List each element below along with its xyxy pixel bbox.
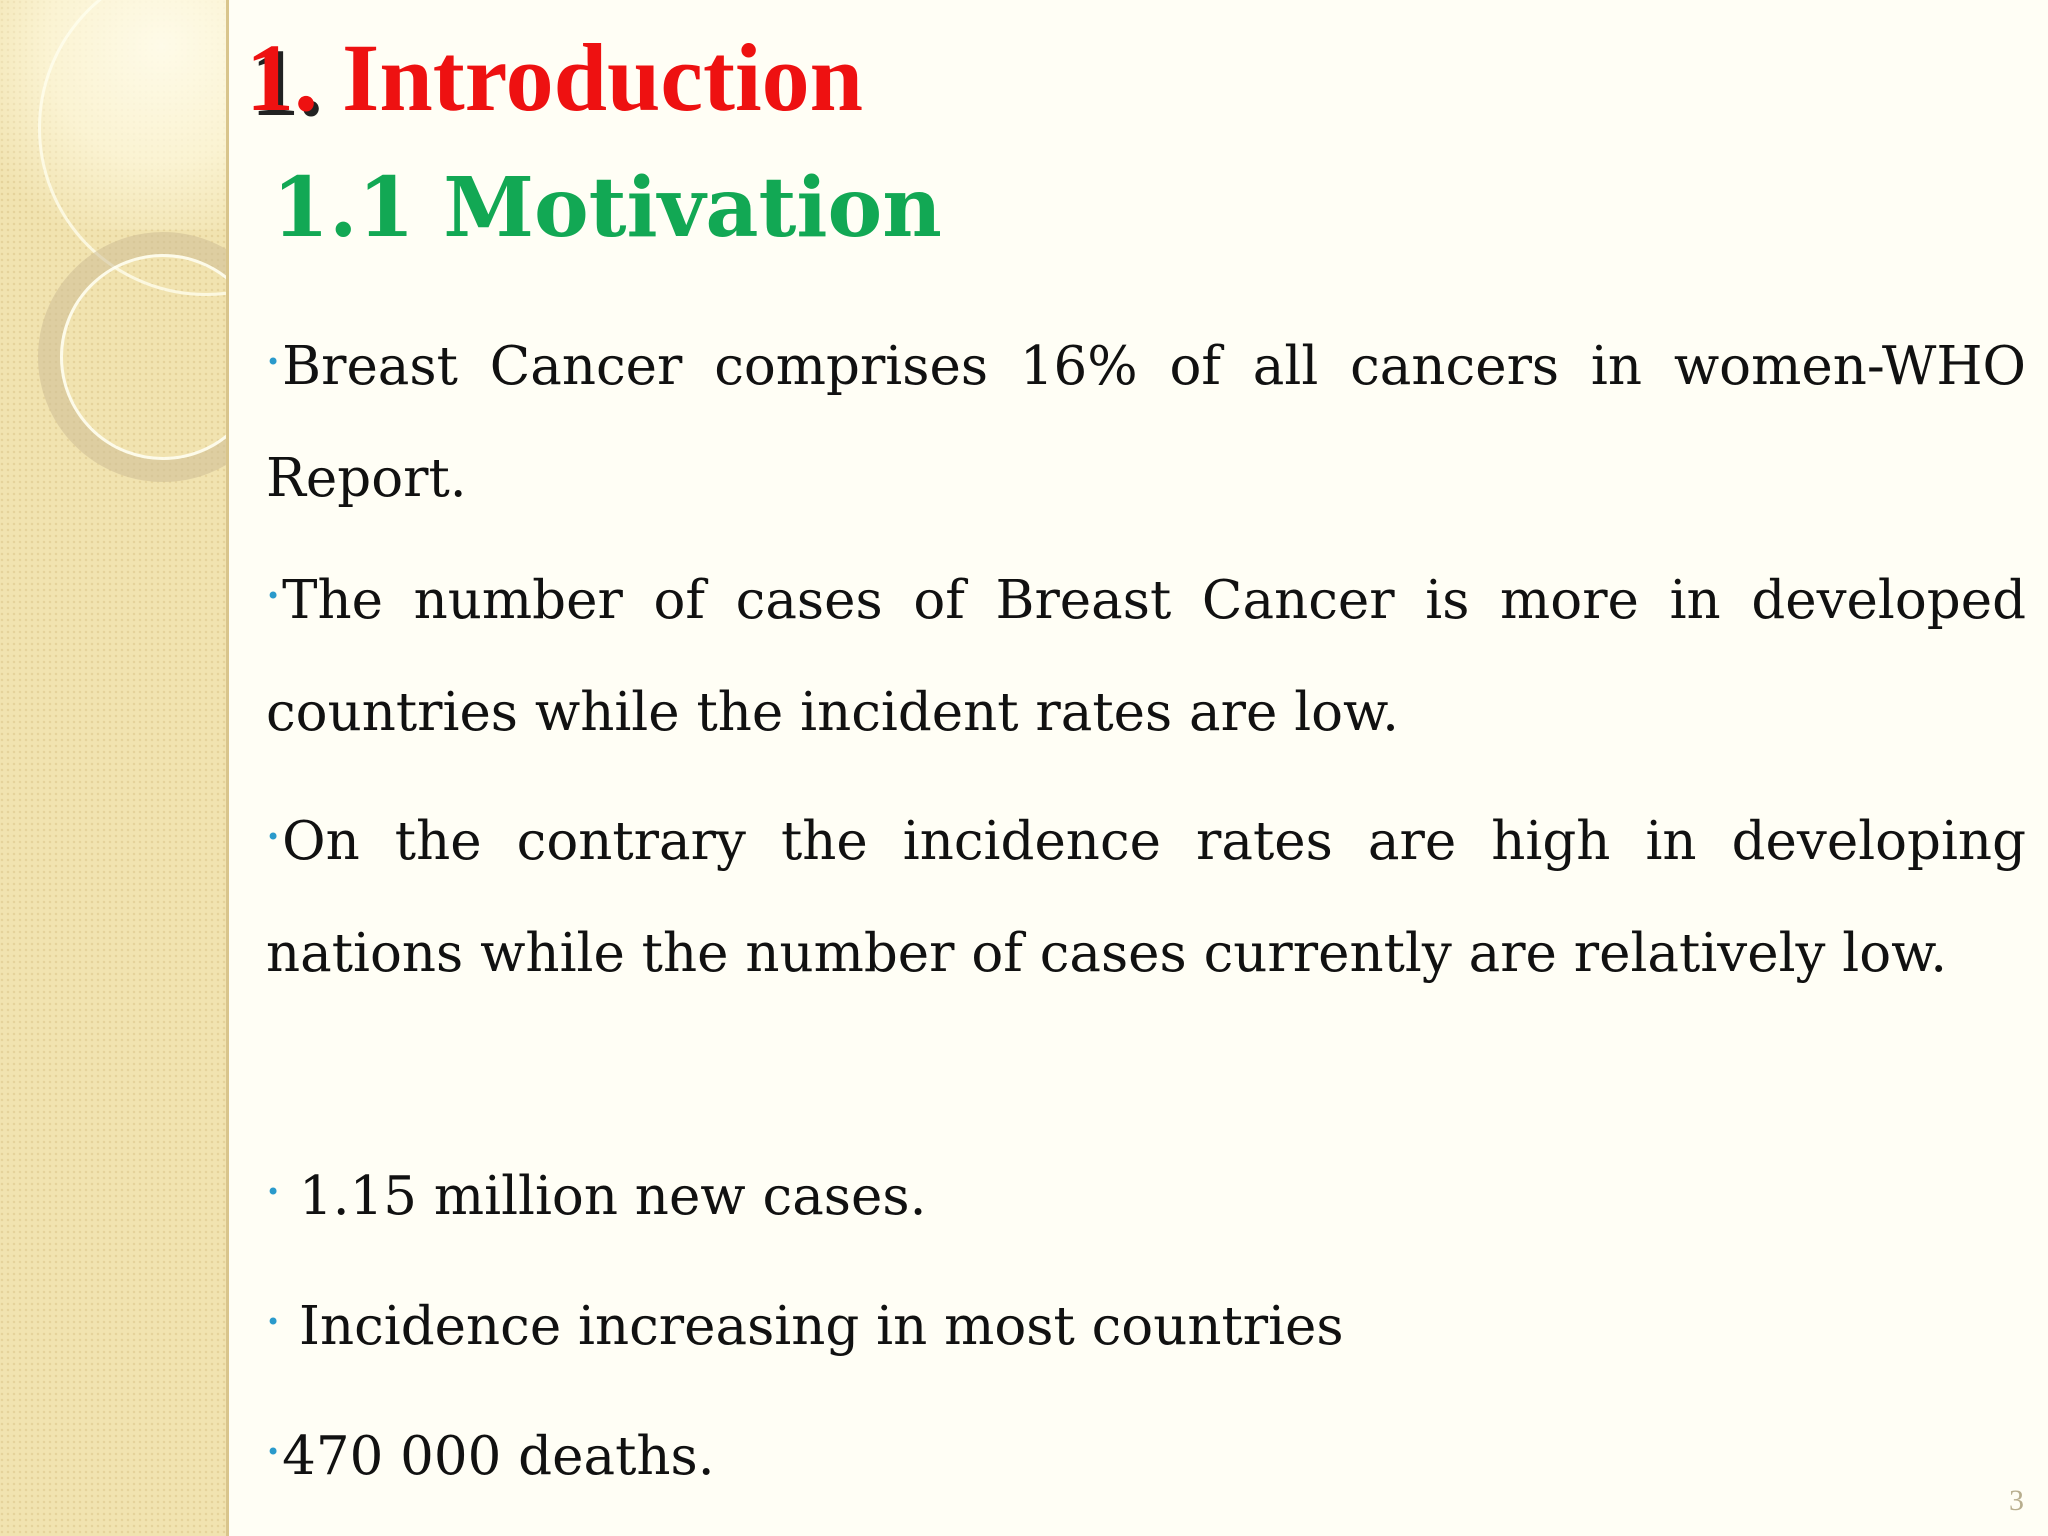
bullet-text: The number of cases of Breast Cancer is more in developed countries while the incident rates are low. — [266, 570, 2026, 743]
bullet-text: 1.15 million new cases. — [282, 1166, 927, 1227]
bullet-item-1 — [266, 306, 2026, 535]
bullet-dot-icon: • — [266, 1438, 281, 1466]
bullet-dot-icon: • — [266, 823, 281, 851]
bullet-item-3 — [266, 781, 2026, 1010]
section-heading: 1.1 Motivation — [272, 160, 942, 256]
bullet-text: Breast Cancer comprises 16% of all cancers in women-WHO Report. — [266, 336, 2026, 509]
bullet-item-4 — [266, 1136, 2026, 1253]
bullet-dot-icon: • — [266, 1308, 281, 1336]
bullet-item-5 — [266, 1266, 2026, 1383]
bullet-text: 470 000 deaths. — [282, 1426, 715, 1487]
bullet-text: On the contrary the incidence rates are high in developing nations while the number of cases currently are relatively low. — [266, 811, 2026, 984]
bullet-dot-icon: • — [266, 1178, 281, 1206]
page-number: 3 — [2009, 1484, 2024, 1517]
bullet-dot-icon: • — [266, 582, 281, 610]
bullet-item-6 — [266, 1396, 2026, 1513]
title-text: Introduction — [318, 24, 864, 131]
slide-title — [246, 22, 863, 134]
decorative-side-panel — [0, 0, 229, 1536]
bullet-text: Incidence increasing in most countries — [282, 1296, 1344, 1357]
title-number: 1. — [246, 24, 318, 131]
bullet-item-2 — [266, 540, 2026, 769]
bullet-dot-icon: • — [266, 348, 281, 376]
